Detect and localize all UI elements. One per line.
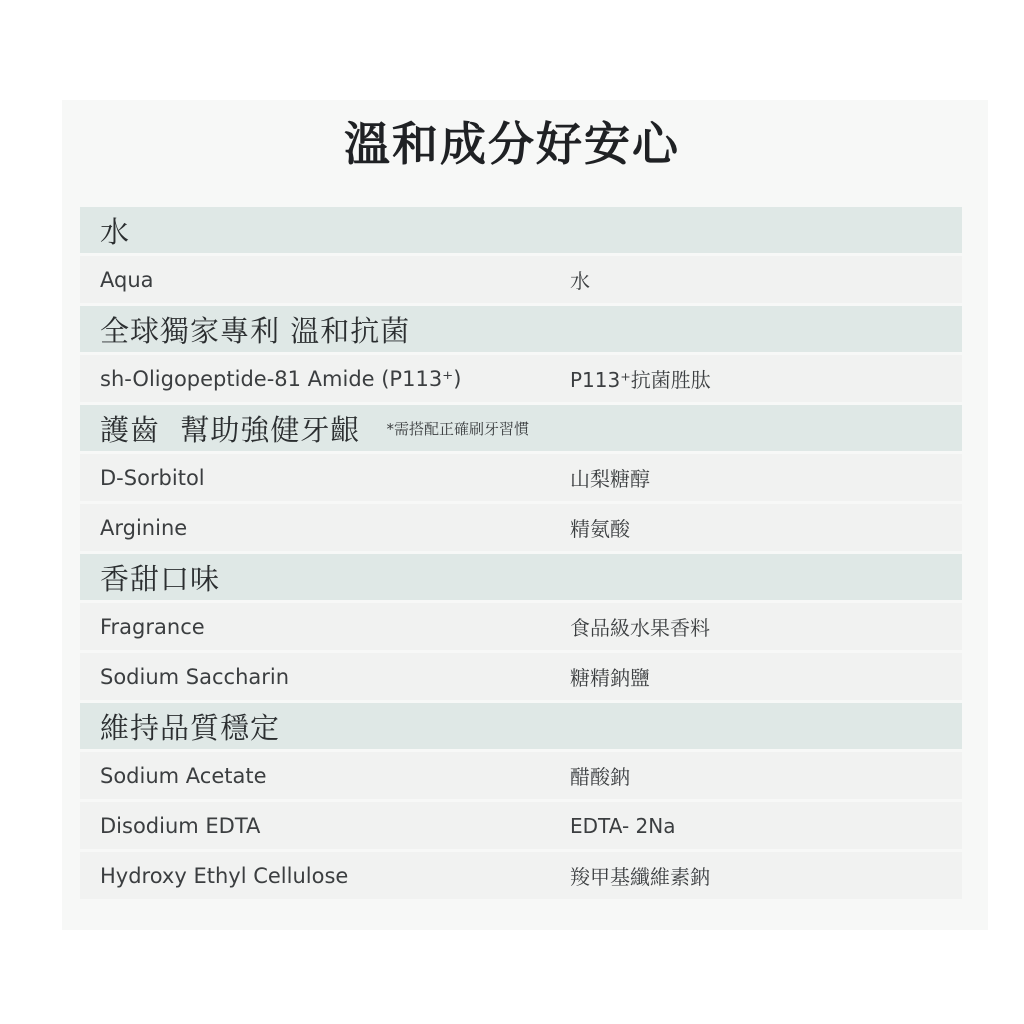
ingredient-chinese-name: EDTA- 2Na <box>570 813 676 838</box>
section-header <box>80 554 962 600</box>
ingredient-chinese-name: P113⁺抗菌胜肽 <box>570 368 711 392</box>
ingredient-row <box>80 653 962 700</box>
section-title: 護齒 幫助強健牙齦 <box>100 412 361 447</box>
ingredient-english-name: sh-Oligopeptide-81 Amide (P113⁺) <box>100 366 462 391</box>
ingredient-row <box>80 454 962 501</box>
ingredient-chinese-name: 精氨酸 <box>570 517 630 541</box>
ingredient-chinese-name: 食品級水果香料 <box>570 616 710 640</box>
ingredient-english-name: D-Sorbitol <box>100 465 205 490</box>
ingredient-english-name: Arginine <box>100 515 188 540</box>
ingredient-english-name: Sodium Acetate <box>100 763 267 788</box>
ingredient-english-name: Fragrance <box>100 614 205 639</box>
ingredient-row <box>80 802 962 849</box>
ingredient-row <box>80 256 962 303</box>
ingredient-chinese-name: 羧甲基纖維素鈉 <box>570 865 710 889</box>
section-header <box>80 306 962 352</box>
section-title: 香甜口味 <box>100 561 221 596</box>
ingredient-english-name: Aqua <box>100 267 154 292</box>
ingredient-table <box>80 207 962 902</box>
ingredient-row <box>80 355 962 402</box>
section-title: 維持品質穩定 <box>100 710 281 745</box>
section-header <box>80 207 962 253</box>
ingredient-english-name: Disodium EDTA <box>100 813 261 838</box>
section-title: 全球獨家專利 溫和抗菌 <box>100 313 411 348</box>
page-title: 溫和成分好安心 <box>344 117 680 171</box>
ingredient-row <box>80 752 962 799</box>
ingredient-row <box>80 603 962 650</box>
ingredient-chinese-name: 山梨糖醇 <box>570 467 650 491</box>
section-title: 水 <box>100 214 131 249</box>
ingredient-english-name: Sodium Saccharin <box>100 664 290 689</box>
section-note: *需搭配正確刷牙習慣 <box>386 419 529 438</box>
section-header <box>80 405 962 451</box>
ingredient-chinese-name: 糖精鈉鹽 <box>570 666 650 690</box>
ingredient-row <box>80 852 962 899</box>
ingredient-english-name: Hydroxy Ethyl Cellulose <box>100 863 349 888</box>
ingredient-row <box>80 504 962 551</box>
section-header <box>80 703 962 749</box>
ingredient-chinese-name: 水 <box>570 269 590 293</box>
ingredient-chinese-name: 醋酸鈉 <box>570 765 630 789</box>
